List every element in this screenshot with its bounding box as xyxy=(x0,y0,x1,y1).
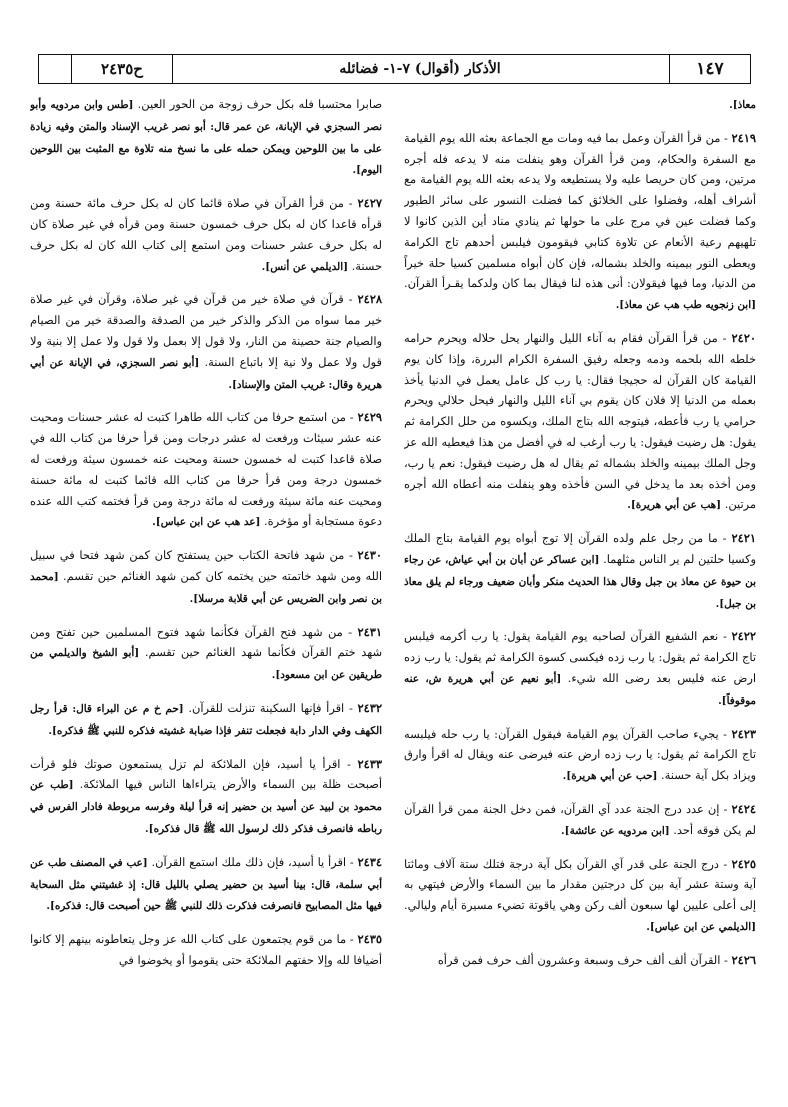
hadith-source: [ابن مردويه عن عائشة]. xyxy=(561,824,670,837)
hadith-entry xyxy=(404,724,756,787)
hadith-number: ٢٤٣٥ xyxy=(357,932,382,947)
hadith-number: ٢٤٢١ xyxy=(731,531,756,546)
hadith-source: [أبو نعيم عن أبي هريرة ش، عنه موقوفاً]. xyxy=(404,672,756,707)
hadith-source: [عب في المصنف طب عن أبي سلمة، قال: بينا أسيد بن حضير يصلي بالليل قال: إذ غشيتني مثل السحابة فيها مثل المصابيح فانصرفت فذكرت ذلك للنبي ﷺ حين أصبحت قال: فذكره]. xyxy=(30,856,382,913)
hadith-entry xyxy=(30,852,382,917)
hadith-text: - من استمع حرفا من كتاب الله طاهرا كتبت له عشر حسنات ومحيت عنه عشر سيئات ورفعت له عشر درجات ومن قرأ حرفا من كتاب الله في صلاة قاعدا كتبت له خمسون حسنة ومحيت عنه خمسون سيئة ورفعت له خمسون درجة ومن قرأ حرفا من كتاب الله قائما كتبت له مائة حسنة ومحيت عنه مائة سيئة ورفعت له مائة درجة ومن قرأ فختمه كتب الله عنده دعوة مستجابة أو مؤخرة. xyxy=(30,410,382,529)
hadith-source: [الديلمي عن ابن عباس]. xyxy=(646,920,756,933)
hadith-source: [ابن زنجويه طب هب عن معاذ]. xyxy=(615,299,756,312)
hadith-entry xyxy=(404,854,756,938)
page-number: ١٤٧ xyxy=(669,55,750,83)
hadith-text: - اقرأ يا أسيد، فإن الملائكة لم تزل يستمعون صوتك فلو قرأت أصبحت ظلة بين السماء والأرض يتراءاها الناس فيها الملائكة. xyxy=(30,756,382,792)
hadith-text: - يجيء صاحب القرآن يوم القيامة فيقول القرآن: يا رب حله فيلبسه تاج الكرامة ثم يقول: يا رب زده ارض عنه فيرضى عنه ويقال له اقرأ وارق ويزاد بكل آية حسنة. xyxy=(404,726,756,783)
hadith-text: - من شهد فتح القرآن فكأنما شهد فتوح المسلمين حين تفتح ومن شهد ختم القرآن فكأنما شهد الغنائم حين تقسم. xyxy=(30,624,382,660)
hadith-text: - إن عدد درج الجنة عدد آي القرآن، فمن دخل الجنة ممن قرأ القرآن لم يكن فوقه أحد. xyxy=(404,801,756,837)
hadith-entry xyxy=(30,698,382,742)
hadith-number: ٢٤٢٨ xyxy=(357,292,382,307)
hadith-source: [أبو الشيخ والديلمي من طريقين عن ابن مسعود]. xyxy=(30,647,382,682)
hadith-number: ٢٤٢٢ xyxy=(731,629,756,644)
hadith-text: - درج الجنة على قدر آي القرآن بكل آية درجة فتلك ستة آلاف ومائتا آية وستة عشر آية بين كل درجتين مقدار ما بين السماء والأرض فيتهي به إلى أعلى عليين لها سبعون ألف ركن وهي ياقوتة تضيء مسيرة أيام وليالي. xyxy=(404,856,756,913)
hadith-entry xyxy=(30,929,382,972)
hadith-source: [حم خ م عن البراء قال: قرأ رجل الكهف وفي الدار دابة فجعلت تنفر فإذا ضبابة غشيته فذكره للنبي ﷺ فذكره]. xyxy=(30,702,382,737)
hadith-source: [ابن عساكر عن أبان بن أبي عياش، عن رجاء بن حيوة عن معاذ بن جبل وقال هذا الحديث منكر وأبان ضعيف ورجاء لم يلق معاذ بن جبل]. xyxy=(404,553,756,610)
header-blank-cell xyxy=(39,55,71,83)
hadith-entry xyxy=(30,289,382,395)
hadith-source: [الديلمي عن أنس]. xyxy=(261,260,348,273)
hadith-text: - نعم الشفيع القرآن لصاحبه يوم القيامة يقول: يا رب أكرمه فيلبس تاج الكرامة ثم يقول: يا رب زده فيكسى كسوة الكرامة ثم يقول: يا رب زده ارض عنه فليس بعد رضى الله شيء. xyxy=(404,629,756,685)
hadith-source: معاذ]. xyxy=(729,99,756,111)
hadith-text: - اقرأ فإنها السكينة تنزلت للقرآن. xyxy=(183,700,358,715)
hadith-number: ٢٤٣٠ xyxy=(357,548,382,563)
hadith-entry xyxy=(404,799,756,842)
left-column xyxy=(30,94,382,1091)
hadith-number: ٢٤٣٣ xyxy=(357,756,382,771)
hadith-entry xyxy=(30,193,382,277)
hadith-entry xyxy=(30,545,382,609)
hadith-entry xyxy=(404,950,756,972)
hadith-entry xyxy=(30,407,382,533)
hadith-source: [طس وابن مردويه وأبو نصر السجزي في الإبانة، عن عمر قال: أبو نصر غريب الإسناد والمتن وفيه زيادة على ما بين اللوحين ويمكن حمله على ما نسخ منه تلاوة مع المثبت بين اللوحين اليوم]. xyxy=(30,99,382,177)
hadith-text: - ما من رجل علم ولده القرآن إلا توج أبواه يوم القيامة بتاج الملك وكسيا حلتين لم ير الناس مثلهما. xyxy=(404,531,756,566)
hadith-number: ٢٤٣٤ xyxy=(357,854,382,869)
hadith-entry xyxy=(404,528,756,614)
hadith-number: ٢٤٢٩ xyxy=(357,410,382,425)
hadith-text: - اقرأ يا أسيد، فإن ذلك ملك استمع القرآن. xyxy=(147,854,358,869)
hadith-text: - من قرأ القرآن في صلاة قائما كان له بكل حرف مائة حسنة ومن قرأه قاعدا كان له بكل حرف خمسون حسنة ومن قرأه في غير صلاة كان له بكل حرف عشر حسنات ومن استمع إلى كتاب الله كان له بكل حرف حسنة. xyxy=(30,196,382,273)
hadith-entry xyxy=(30,94,382,181)
hadith-entry xyxy=(404,626,756,711)
hadith-text: - من شهد فاتحة الكتاب حين يستفتح كان كمن شهد فتحا في سبيل الله ومن شهد خاتمته حين يختمه كان كمن شهد الغنائم حين تقسم. xyxy=(30,548,382,583)
hadith-number: ٢٤٣٢ xyxy=(357,700,382,715)
hadith-number: ٢٤٢٥ xyxy=(731,856,756,871)
hadith-number: ٢٤٢٤ xyxy=(731,801,756,816)
hadith-number: ٢٤٣١ xyxy=(357,624,382,639)
right-column xyxy=(404,94,756,1091)
hadith-text: - من قرأ القرآن وعمل بما فيه ومات مع الجماعة بعثه الله يوم القيامة مع السفرة والحكام، ومن قرأ القرآن وهو ينفلت منه لا يدعه فله أجره مرتين، ومن كان حريصا عليه ولا يستطيعه ولا يدعه بعثه الله يوم القيامة مع أشراف أهله، وفضلوا على الخلائق كما فضلت النسور على سائر الطيور وكما فضلت عين في مرج على ما حولها ثم ينادي مناد أين الذين كانوا لا تلهيهم رعية الأنعام عن تلاوة كتابي فيقومون فيلبس أحدهم تاج الكرامة ويعطى النور بيمينه والخلد بشماله، فإن كان أبواه مسلمين كسيا حلة خيراً من الدنيا، وما فيها فيقولان: أنى هذه لنا فيقال بما كان ولدكما يقـرأ القرآن. xyxy=(404,130,756,291)
running-title: الأذكار (أقوال) ٧-١- فضائله xyxy=(339,61,501,77)
hadith-source: [حب عن أبي هريرة]. xyxy=(562,770,658,783)
hadith-text: - ما من قوم يجتمعون على كتاب الله عز وجل يتعاطونه بينهم إلا كانوا أضيافا لله وإلا حفتهم الملائكة حتى يقوموا أو يخوضوا في xyxy=(30,932,382,967)
hadith-text: - القرآن ألف ألف حرف وسبعة وعشرون ألف حرف فمن قرأه xyxy=(437,952,732,967)
hadith-text: صابرا محتسبا فله بكل حرف زوجة من الحور العين. xyxy=(133,97,382,111)
hadith-text: - من قرأ القرآن فقام به آناء الليل والنهار يحل حلاله ويحرم حرامه خلطه الله بلحمه ودمه وجعله رفيق السفرة الكرام البررة، وإذا كان يوم القيامة كان القرآن له حجيجا فقال: يا رب كل عامل يعمل في الدنيا يأخذ بعمله من الدنيا إلا فلان كان يقوم بي آناء الليل والنهار فيحل حلالي ويحرم حرامي يا رب فأعطه، فيتوجه الله بتاج الملك، ويكسوه من حلل الكرامة ثم يقول: هل رضيت فيقول: يا رب أرغب له في أفضل من هذا فيعطيه الله عز وجل الملك بيمينه والخلد بشماله ثم يقال له هل رضيت فيقول: نعم يا رب، ومن أخذه بعد ما يدخل في السن فأخذه وهو ينفلت منه أعطاه الله أجره مرتين. xyxy=(404,330,756,512)
hadith-number: ٢٤٢٠ xyxy=(731,330,756,345)
hadith-range: ح٢٤٣٥ xyxy=(71,55,173,83)
hadith-entry xyxy=(30,754,382,840)
hadith-entry xyxy=(404,128,756,316)
hadith-source: [محمد بن نصر وابن الضريس عن أبي قلابة مرسلا]. xyxy=(30,570,382,605)
hadith-entry xyxy=(404,328,756,516)
hadith-entry xyxy=(404,94,756,116)
hadith-source: [هب عن أبي هريرة]. xyxy=(627,499,722,512)
hadith-number: ٢٤١٩ xyxy=(731,130,756,145)
hadith-source: [طب عن محمود بن لبيد عن أسيد بن حضير إنه قرأ ليلة وفرسه مربوطة فادار الفرس في رباطه فانصرف فذكر ذلك لرسول الله ﷺ قال فذكره]. xyxy=(30,779,382,835)
hadith-source: [أبو نصر السجزي، في الإبانة عن أبي هريرة وقال: غريب المتن والإسناد]. xyxy=(30,356,382,391)
page-header xyxy=(38,54,751,84)
hadith-source: [عد هب عن ابن عباس]. xyxy=(152,516,261,529)
hadith-text: - قرآن في صلاة خير من قرآن في غير صلاة، وقرآن في غير صلاة خير مما سواه من الذكر والذكر خير من الصدقة والصدقة خير من الصيام والصيام جنة حصينة من النار، ولا قول إلا بعمل ولا قول ولا عمل إلا بنية ولا قول ولا عمل ولا نية إلا باتباع السنة. xyxy=(30,292,382,369)
hadith-entry xyxy=(30,622,382,686)
hadith-number: ٢٤٢٧ xyxy=(357,196,382,211)
hadith-number: ٢٤٢٣ xyxy=(731,726,756,741)
hadith-number: ٢٤٢٦ xyxy=(731,952,756,967)
